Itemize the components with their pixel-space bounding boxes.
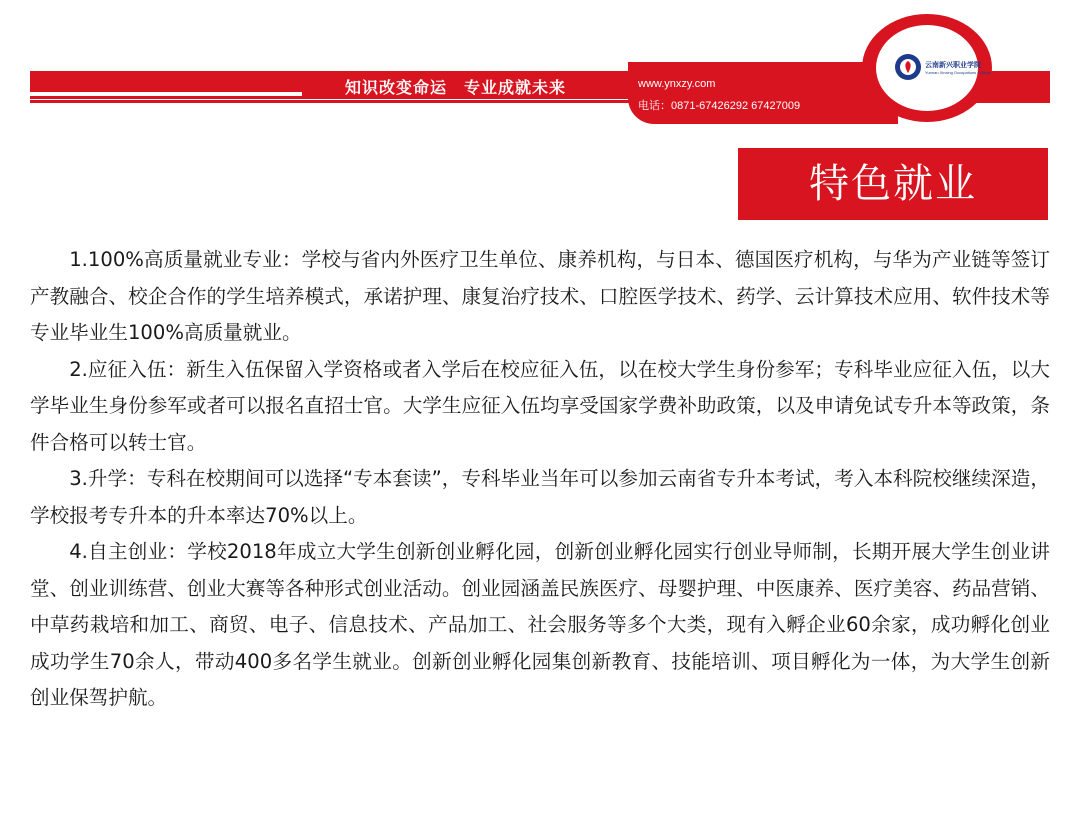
slogan: 知识改变命运 专业成就未来 (345, 78, 567, 97)
contact-block (628, 62, 898, 124)
phone-number: 电话：0871-67426292 67427009 (638, 100, 801, 112)
section-title: 特色就业 (809, 161, 977, 207)
logo-name: 云南新兴职业学院 (925, 61, 981, 69)
header-divider (30, 92, 302, 96)
header-banner (0, 0, 1080, 140)
paragraph-entrepreneurship: 4.自主创业：学校2018年成立大学生创新创业孵化园，创新创业孵化园实行创业导师制，长期开展大学生创业讲堂、创业训练营、创业大赛等各种形式创业活动。创业园涵盖民族医疗、母婴护理、中医康养、医疗美容、药品营销、中草药栽培和加工、商贸、电子、信息技术、产品加工、社会服务等多个大类，现有入孵企业60余家，成功孵化创业成功学生70余人，带动400多名学生就业。创新创业孵化园集创新教育、技能培训、项目孵化为一体，为大学生创新创业保驾护航。 (30, 540, 1050, 709)
paragraph-enlistment: 2.应征入伍：新生入伍保留入学资格或者入学后在校应征入伍，以在校大学生身份参军；专科毕业应征入伍，以大学毕业生身份参军或者可以报名直招士官。大学生应征入伍均享受国家学费补助政策，以及申请免试专升本等政策，条件合格可以转士官。 (30, 357, 1050, 454)
header-divider-thin (30, 99, 630, 100)
logo-name-en: Yunnan Xinxing Occupations College (925, 70, 991, 75)
website-link[interactable]: www.ynxzy.com (638, 78, 716, 90)
paragraph-further-study: 3.升学：专科在校期间可以选择“专本套读”，专科毕业当年可以参加云南省专升本考试，考入本科院校继续深造，学校报考专升本的升本率达70%以上。 (30, 467, 1050, 527)
content-body (30, 242, 1050, 717)
paragraph-employment: 1.100%高质量就业专业：学校与省内外医疗卫生单位、康养机构，与日本、德国医疗机构，与华为产业链等签订产教融合、校企合作的学生培养模式，承诺护理、康复治疗技术、口腔医学技术、药学、云计算技术应用、软件技术等专业毕业生100%高质量就业。 (30, 248, 1050, 344)
school-logo-icon (893, 52, 923, 82)
section-title-box (738, 148, 1048, 220)
